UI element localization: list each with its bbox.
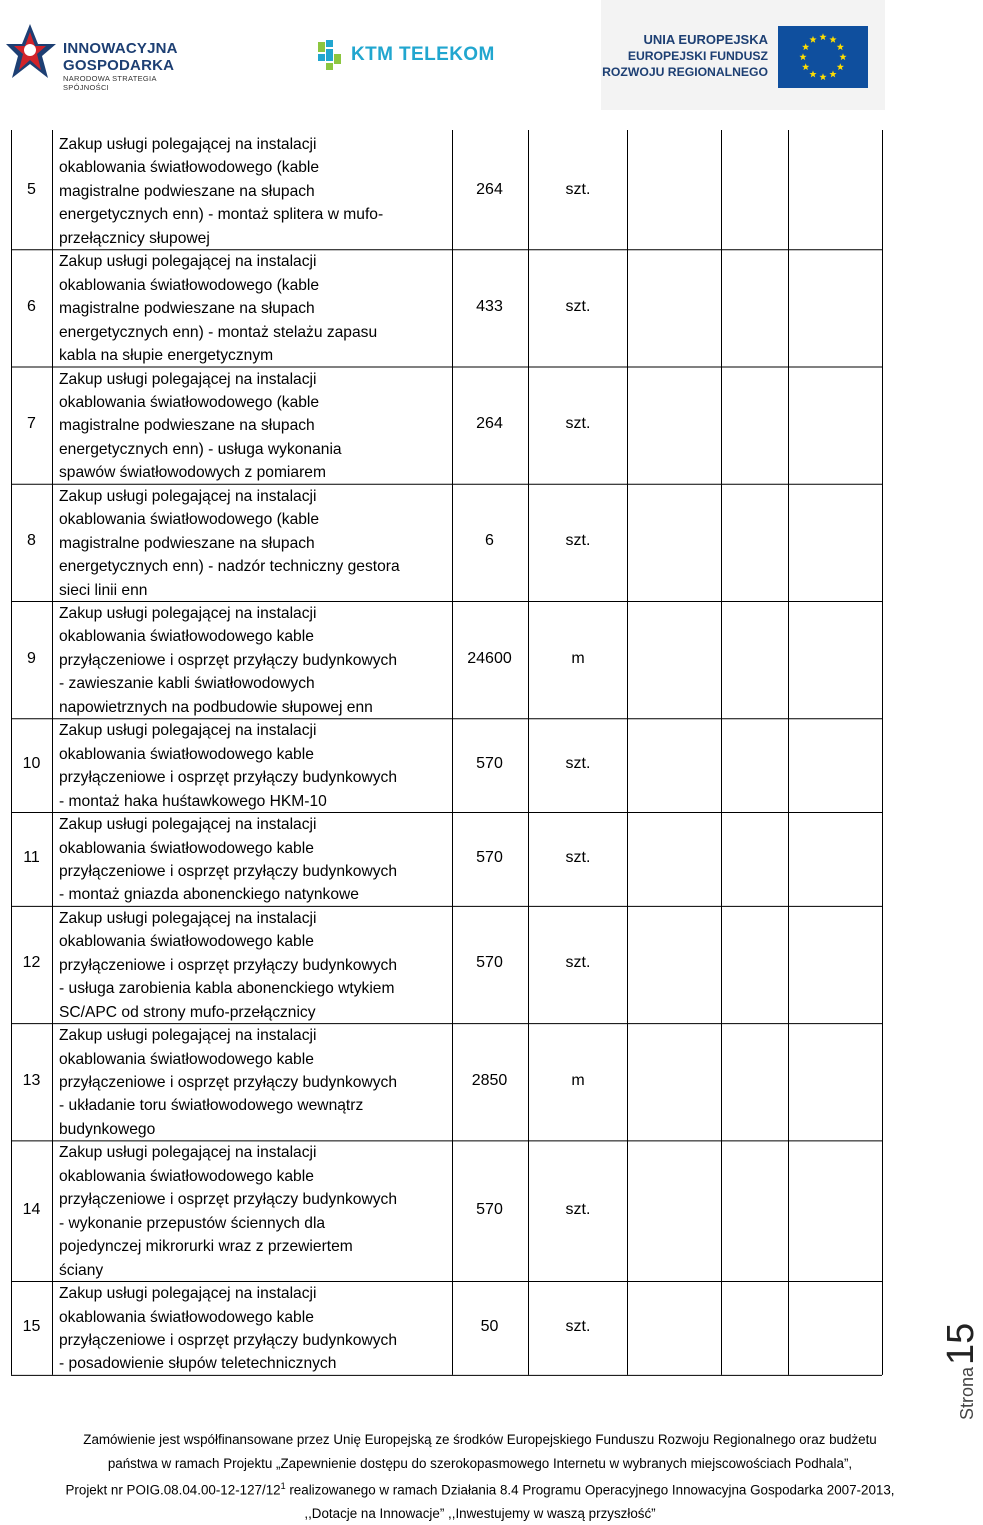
ig-logo-line3: NARODOWA STRATEGIA SPÓJNOŚCI <box>63 74 157 92</box>
row-description <box>59 250 444 367</box>
row-description <box>59 719 444 813</box>
description-line: przyłączeniowe i osprzęt przyłączy budynkowych <box>59 769 398 787</box>
row-quantity: 6 <box>485 532 494 550</box>
table-row <box>0 132 960 249</box>
row-unit: szt. <box>565 180 591 198</box>
description-line: magistralne podwieszane na słupach <box>59 182 315 200</box>
footer-line-3-post: realizowanego w ramach Działania 8.4 Programu Operacyjnego Innowacyjna Gospodarka 2007-2013, <box>285 1482 895 1498</box>
footer-line-3-sup: 1 <box>280 1481 286 1491</box>
description-line: energetycznych enn) - usługa wykonania <box>59 440 342 458</box>
row-unit: szt. <box>565 1200 591 1218</box>
description-line: przełącznicy słupowej <box>59 229 210 247</box>
row-number: 13 <box>22 1071 41 1089</box>
table-row <box>0 484 960 601</box>
ktm-logo-text: KTM TELEKOM <box>351 44 495 65</box>
description-line: - montaż gniazda abonenckiego natynkowe <box>59 886 359 904</box>
row-unit: szt. <box>565 954 591 972</box>
description-line: Zakup usługi polegającej na instalacji <box>59 605 317 622</box>
row-description <box>59 813 444 907</box>
description-line: Zakup usługi polegającej na instalacji <box>59 816 317 834</box>
table-row <box>0 367 960 484</box>
footer-line-1: Zamówienie jest współfinansowane przez Unię Europejską ze środków Europejskiego Funduszu Rozwoju Regionalnego oraz budżetu <box>83 1432 877 1447</box>
row-quantity: 2850 <box>471 1071 508 1089</box>
row-number: 15 <box>22 1317 41 1335</box>
description-line: okablowania światłowodowego (kable <box>59 159 320 177</box>
row-unit: szt. <box>565 415 591 433</box>
row-quantity: 570 <box>476 755 503 773</box>
table-row <box>0 601 960 718</box>
description-line: okablowania światłowodowego kable <box>59 1050 314 1068</box>
description-line: - układanie toru światłowodowego wewnątrz <box>59 1097 364 1115</box>
description-line: przyłączeniowe i osprzęt przyłączy budynkowych <box>59 651 398 669</box>
row-unit: szt. <box>565 1317 591 1335</box>
description-line: pojedynczej mikrorurki wraz z przewiertem <box>59 1238 353 1256</box>
page-number <box>940 1323 983 1420</box>
description-line: - posadowienie słupów teletechnicznych <box>59 1355 337 1373</box>
description-line: napowietrznych na podbudowie słupowej enn <box>59 698 373 716</box>
description-line: okablowania światłowodowego (kable <box>59 393 320 411</box>
description-line: Zakup usługi polegającej na instalacji <box>59 1144 317 1162</box>
row-number: 6 <box>27 297 36 315</box>
description-line: przyłączeniowe i osprzęt przyłączy budynkowych <box>59 1331 398 1349</box>
description-line: Zakup usługi polegającej na instalacji <box>59 909 317 927</box>
description-line: przyłączeniowe i osprzęt przyłączy budynkowych <box>59 1191 398 1209</box>
description-line: przyłączeniowe i osprzęt przyłączy budynkowych <box>59 862 398 880</box>
row-unit: m <box>571 649 585 667</box>
row-description <box>59 602 444 719</box>
row-description <box>59 133 444 250</box>
row-description <box>59 1024 444 1141</box>
row-number: 8 <box>27 532 36 550</box>
row-quantity: 50 <box>480 1317 499 1335</box>
row-number: 5 <box>27 180 36 198</box>
description-line: magistralne podwieszane na słupach <box>59 534 315 552</box>
description-line: energetycznych enn) - montaż splitera w mufo- <box>59 206 384 224</box>
row-unit: szt. <box>565 755 591 773</box>
description-line: Zakup usługi polegającej na instalacji <box>59 1285 317 1303</box>
description-line: okablowania światłowodowego (kable <box>59 276 320 294</box>
row-number: 12 <box>22 954 41 972</box>
page-label-text: Strona <box>957 1366 977 1420</box>
description-line: przyłączeniowe i osprzęt przyłączy budynkowych <box>59 1074 398 1091</box>
description-line: okablowania światłowodowego kable <box>59 933 314 951</box>
row-quantity: 264 <box>476 180 503 198</box>
row-quantity: 24600 <box>467 649 512 667</box>
description-line: magistralne podwieszane na słupach <box>59 300 315 318</box>
table-row <box>0 718 960 812</box>
description-line: Zakup usługi polegającej na instalacji <box>59 487 317 505</box>
description-line: przyłączeniowe i osprzęt przyłączy budynkowych <box>59 956 398 974</box>
description-line: ściany <box>59 1261 104 1279</box>
row-unit: szt. <box>565 532 591 550</box>
eu-logo-line2: EUROPEJSKI FUNDUSZ <box>627 49 768 63</box>
eu-logo-line3: ROZWOJU REGIONALNEGO <box>602 65 768 79</box>
table-row <box>0 906 960 1023</box>
table-row <box>0 249 960 366</box>
footer-line-4: ,,Dotacje na Innowacje” ,,Inwestujemy w waszą przyszłość” <box>304 1505 656 1521</box>
row-description <box>59 1141 444 1282</box>
row-number: 14 <box>22 1200 41 1218</box>
row-number: 10 <box>22 755 41 773</box>
description-line: energetycznych enn) - nadzór techniczny gestora <box>59 558 400 576</box>
page-number-value: 15 <box>940 1322 982 1365</box>
row-number: 7 <box>27 415 36 433</box>
description-line: Zakup usługi polegającej na instalacji <box>59 1027 317 1045</box>
footer-line-2: państwa w ramach Projektu „Zapewnienie dostępu do szerokopasmowego Internetu w wybranych miejscowościach Podhala”, <box>107 1455 853 1471</box>
footer-line-3-pre: Projekt nr POIG.08.04.00-12-127/12 <box>65 1482 281 1498</box>
description-line: - montaż haka huśtawkowego HKM-10 <box>59 792 327 810</box>
description-line: Zakup usługi polegającej na instalacji <box>59 370 317 388</box>
row-quantity: 570 <box>476 1200 503 1218</box>
description-line: Zakup usługi polegającej na instalacji <box>59 722 317 740</box>
ig-logo-line2: GOSPODARKA <box>63 57 175 74</box>
table-row <box>0 1140 960 1281</box>
description-line: okablowania światłowodowego kable <box>59 628 314 646</box>
row-description <box>59 368 444 485</box>
row-description <box>59 907 444 1024</box>
description-line: energetycznych enn) - montaż stelażu zapasu <box>59 323 378 341</box>
description-line: - wykonanie przepustów ściennych dla <box>59 1214 326 1232</box>
description-line: okablowania światłowodowego kable <box>59 1167 314 1185</box>
description-line: Zakup usługi polegającej na instalacji <box>59 253 317 271</box>
ig-logo-line1: INNOWACYJNA <box>63 40 178 57</box>
description-line: spawów światłowodowych z pomiarem <box>59 464 326 482</box>
row-description <box>59 485 444 602</box>
row-unit: szt. <box>565 848 591 866</box>
row-description <box>59 1282 444 1376</box>
table-row <box>0 1281 960 1375</box>
description-line: okablowania światłowodowego kable <box>59 745 314 763</box>
description-line: - zawieszanie kabli światłowodowych <box>59 675 315 693</box>
row-number: 9 <box>27 649 36 667</box>
row-number: 11 <box>23 848 40 866</box>
row-unit: szt. <box>565 297 591 315</box>
footer-line-3 <box>0 1475 960 1502</box>
description-line: okablowania światłowodowego (kable <box>59 511 320 529</box>
row-quantity: 570 <box>476 954 503 972</box>
description-line: SC/APC od strony mufo-przełącznicy <box>59 1003 316 1021</box>
table-row <box>0 1023 960 1140</box>
description-line: Zakup usługi polegającej na instalacji <box>59 136 317 153</box>
eu-logo-line1: UNIA EUROPEJSKA <box>643 32 768 47</box>
row-quantity: 264 <box>476 415 503 433</box>
row-quantity: 433 <box>476 297 503 315</box>
row-unit: m <box>571 1071 585 1089</box>
description-line: magistralne podwieszane na słupach <box>59 417 315 435</box>
table-row <box>0 812 960 906</box>
description-line: okablowania światłowodowego kable <box>59 1308 314 1326</box>
description-line: okablowania światłowodowego kable <box>59 839 314 857</box>
description-line: kabla na słupie energetycznym <box>59 347 274 365</box>
description-line: sieci linii enn <box>59 581 148 599</box>
funding-footer <box>0 1428 960 1525</box>
description-line: - usługa zarobienia kabla abonenckiego wtykiem <box>59 980 395 998</box>
description-line: budynkowego <box>59 1120 156 1138</box>
row-quantity: 570 <box>476 848 503 866</box>
